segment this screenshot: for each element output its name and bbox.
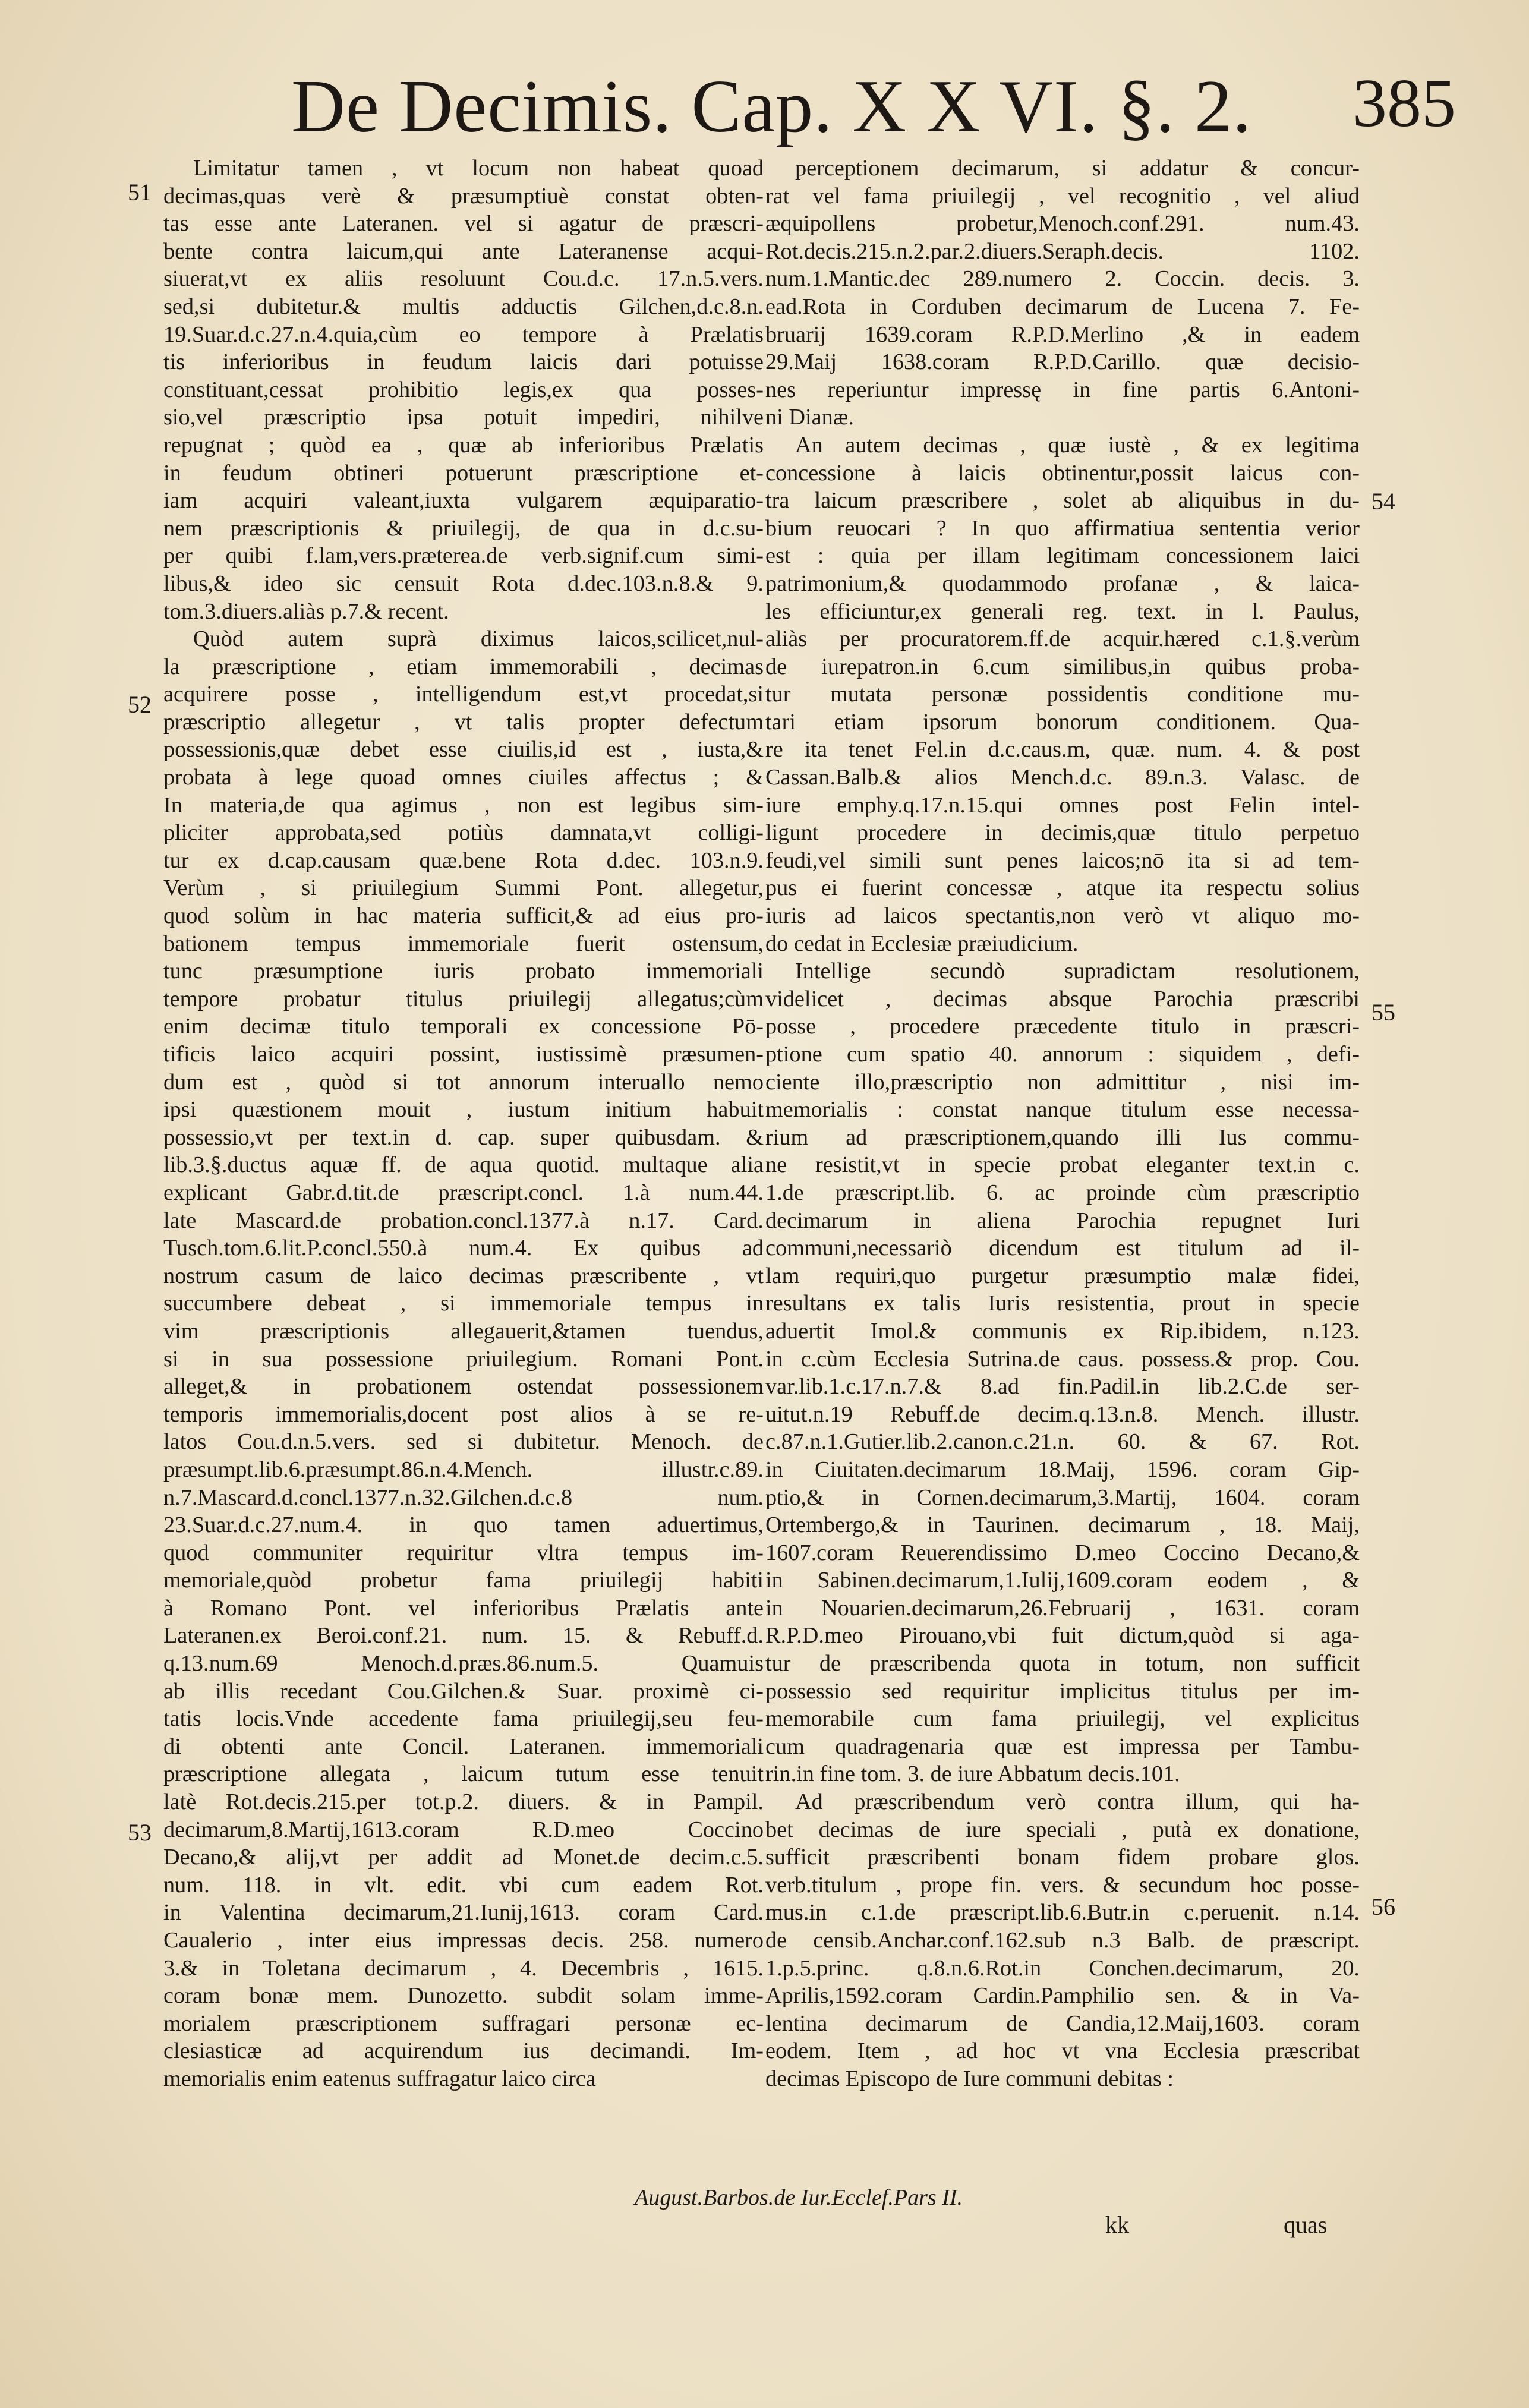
text-line: Verùm , si priuilegium Summi Pont. allegetur, bbox=[163, 875, 764, 901]
text-line: iuris ad laicos spectantis,non verò vt aliquo mo- bbox=[765, 903, 1360, 929]
paragraph bbox=[163, 155, 764, 625]
text-line: coram bonæ mem. Dunozetto. subdit solam imme- bbox=[163, 1983, 764, 2009]
text-line: videlicet , decimas absque Parochia præscribi bbox=[765, 986, 1360, 1011]
text-line: præsumpt.lib.6.præsumpt.86.n.4.Mench. illustr.c.89. bbox=[163, 1457, 764, 1482]
text-line: in Sabinen.decimarum,1.Iulij,1609.coram eodem , & bbox=[765, 1568, 1360, 1593]
text-line: ipsi quæstionem mouit , iustum initium habuit bbox=[163, 1097, 764, 1123]
margin-number: 52 bbox=[128, 691, 152, 718]
text-line: lam requiri,quo purgetur præsumptio malæ fidei, bbox=[765, 1263, 1360, 1288]
text-line: decimas,quas verè & præsumptiuè constat obten- bbox=[163, 183, 764, 209]
text-line: pus ei fuerint concessæ , atque ita respectu solius bbox=[765, 875, 1360, 901]
text-line: possessionis,quæ debet esse ciuilis,id est , iusta,& bbox=[163, 737, 764, 762]
text-line: præscriptione allegata , laicum tutum esse tenuit bbox=[163, 1761, 764, 1787]
text-line: tatis locis.Vnde accedente fama priuilegij,seu feu- bbox=[163, 1706, 764, 1732]
text-line: ptio,& in Cornen.decimarum,3.Martij, 1604. coram bbox=[765, 1484, 1360, 1510]
text-line: si in sua possessione priuilegium. Romani Pont. bbox=[163, 1346, 764, 1372]
text-line: nem præscriptionis & priuilegij, de qua in d.c.su- bbox=[163, 515, 764, 541]
text-line: rin.in fine tom. 3. de iure Abbatum decis.101. bbox=[765, 1761, 1180, 1787]
text-line: tas esse ante Lateranen. vel si agatur de præscri- bbox=[163, 211, 764, 237]
text-line: posse , procedere præcedente titulo in præscri- bbox=[765, 1014, 1360, 1039]
text-line: in feudum obtineri potuerunt præscriptione et- bbox=[163, 460, 764, 486]
text-line: Lateranen.ex Beroi.conf.21. num. 15. & Rebuff.d. bbox=[163, 1623, 764, 1649]
text-line: cum quadragenaria quæ est impressa per Tambu- bbox=[765, 1733, 1360, 1759]
text-line: Ortembergo,& in Taurinen. decimarum , 18. Maij, bbox=[765, 1512, 1360, 1538]
text-line: siuerat,vt ex aliis resoluunt Cou.d.c. 17.n.5.vers. bbox=[163, 266, 764, 292]
text-line: enim decimæ titulo temporali ex concessione Pō- bbox=[163, 1014, 764, 1039]
text-line: tom.3.diuers.aliàs p.7.& recent. bbox=[163, 598, 449, 624]
text-line: quod solùm in hac materia sufficit,& ad eius pro- bbox=[163, 903, 764, 929]
text-line: c.87.n.1.Gutier.lib.2.canon.c.21.n. 60. & 67. Rot. bbox=[765, 1429, 1360, 1455]
page-number: 385 bbox=[1353, 65, 1456, 141]
text-line: dum est , quòd si tot annorum interuallo nemo bbox=[163, 1069, 764, 1095]
text-line: bruarij 1639.coram R.P.D.Merlino ,& in eadem bbox=[765, 322, 1360, 347]
text-line: tari etiam ipsorum bonorum conditionem. Qua- bbox=[765, 709, 1360, 735]
text-line: 1.de præscript.lib. 6. ac proinde cùm præscriptio bbox=[765, 1180, 1360, 1205]
text-line: les efficiuntur,ex generali reg. text. in l. Paulus, bbox=[765, 598, 1360, 624]
left-column bbox=[163, 155, 764, 2193]
text-line: An autem decimas , quæ iustè , & ex legitima bbox=[795, 432, 1360, 458]
margin-number: 54 bbox=[1372, 488, 1395, 515]
text-line: late Mascard.de probation.concl.1377.à n.17. Card. bbox=[163, 1208, 764, 1233]
text-line: di obtenti ante Concil. Lateranen. immemoriali bbox=[163, 1733, 764, 1759]
text-line: temporis immemorialis,docent post alios à se re- bbox=[163, 1401, 764, 1427]
text-line: acquirere posse , intelligendum est,vt procedat,si bbox=[163, 682, 764, 707]
text-line: in c.cùm Ecclesia Sutrina.de caus. possess.& prop. Cou. bbox=[765, 1346, 1360, 1372]
text-line: rium ad præscriptionem,quando illi Ius commu- bbox=[765, 1124, 1360, 1150]
text-line: tur de præscribenda quota in totum, non sufficit bbox=[765, 1651, 1360, 1676]
paragraph bbox=[765, 431, 1360, 957]
text-line: succumbere debeat , si immemoriale tempus in bbox=[163, 1291, 764, 1316]
text-line: sio,vel præscriptio ipsa potuit impediri, nihilve bbox=[163, 405, 764, 430]
text-line: bente contra laicum,qui ante Lateranense acqui- bbox=[163, 238, 764, 264]
text-line: bationem tempus immemoriale fuerit ostensum, bbox=[163, 931, 764, 956]
paragraph bbox=[765, 957, 1360, 1788]
text-line: memorialis enim eatenus suffragatur laico circa bbox=[163, 2066, 596, 2091]
text-line: per quibi f.lam,vers.præterea.de verb.signif.cum simi- bbox=[163, 543, 764, 569]
signature-mark: kk bbox=[1105, 2211, 1129, 2238]
text-line: morialem præscriptionem suffragari personæ ec- bbox=[163, 2010, 764, 2036]
text-line: constituant,cessat prohibitio legis,ex qua posses- bbox=[163, 377, 764, 402]
text-line: libus,& ideo sic censuit Rota d.dec.103.n.8.& 9. bbox=[163, 571, 764, 596]
text-line: 1607.coram Reuerendissimo D.meo Coccino Decano,& bbox=[765, 1540, 1360, 1565]
text-line: in Valentina decimarum,21.Iunij,1613. coram Card. bbox=[163, 1900, 764, 1925]
page-header bbox=[291, 65, 1456, 149]
text-line: latè Rot.decis.215.per tot.p.2. diuers. & in Pampil. bbox=[163, 1789, 764, 1815]
text-line: 3.& in Toletana decimarum , 4. Decembris , 1615. bbox=[163, 1955, 764, 1981]
text-line: in Nouarien.decimarum,26.Februarij , 1631. coram bbox=[765, 1595, 1360, 1621]
text-line: de censib.Anchar.conf.162.sub n.3 Balb. de præscript. bbox=[765, 1928, 1360, 1953]
text-line: decimarum,8.Martij,1613.coram R.D.meo Coccino bbox=[163, 1817, 764, 1842]
footer-running-title: August.Barbos.de Iur.Ecclef.Pars II. bbox=[635, 2185, 963, 2210]
text-line: nostrum casum de laico decimas præscribente , vt bbox=[163, 1263, 764, 1288]
running-head-title: De Decimis. Cap. X X VI. §. 2. bbox=[291, 65, 1252, 148]
text-line: bet decimas de iure speciali , putà ex donatione, bbox=[765, 1817, 1360, 1842]
text-line: 1.p.5.princ. q.8.n.6.Rot.in Conchen.decimarum, 20. bbox=[765, 1955, 1360, 1981]
text-line: la præscriptione , etiam immemorabili , decimas bbox=[163, 654, 764, 679]
text-line: verb.titulum , prope fin. vers. & secundum hoc posse- bbox=[765, 1872, 1360, 1898]
paragraph bbox=[163, 625, 764, 2092]
text-line: in Ciuitaten.decimarum 18.Maij, 1596. coram Gip- bbox=[765, 1457, 1360, 1482]
text-line: num. 118. in vlt. edit. vbi cum eadem Rot. bbox=[163, 1872, 764, 1898]
text-line: ciente illo,præscriptio non admittitur , nisi im- bbox=[765, 1069, 1360, 1095]
text-line: eodem. Item , ad hoc vt vna Ecclesia præscribat bbox=[765, 2038, 1360, 2064]
text-line: clesiasticæ ad acquirendum ius decimandi. Im- bbox=[163, 2038, 764, 2064]
catchword: quas bbox=[1284, 2211, 1328, 2238]
text-line: ne resistit,vt in specie probat eleganter text.in c. bbox=[765, 1152, 1360, 1178]
paragraph bbox=[765, 155, 1360, 431]
text-line: ead.Rota in Corduben decimarum de Lucena 7. Fe- bbox=[765, 294, 1360, 319]
margin-number: 53 bbox=[128, 1819, 152, 1846]
text-line: tur ex d.cap.causam quæ.bene Rota d.dec. 103.n.9. bbox=[163, 847, 764, 873]
text-line: memoriale,quòd probetur fama priuilegij habiti bbox=[163, 1568, 764, 1593]
text-line: memorialis : constat nanque titulum esse necessa- bbox=[765, 1097, 1360, 1123]
text-line: lentina decimarum de Candia,12.Maij,1603. coram bbox=[765, 2010, 1360, 2036]
text-line: decimas Episcopo de Iure communi debitas : bbox=[765, 2066, 1174, 2091]
text-line: iam acquiri valeant,iuxta vulgarem æquiparatio- bbox=[163, 488, 764, 513]
text-line: memorabile cum fama priuilegij, vel explicitus bbox=[765, 1706, 1360, 1732]
text-line: præscriptio allegetur , vt talis propter defectum bbox=[163, 709, 764, 735]
text-line: possessio,vt per text.in d. cap. super quibusdam. & bbox=[163, 1124, 764, 1150]
text-line: Ad præscribendum verò contra illum, qui ha- bbox=[795, 1789, 1360, 1815]
text-line: tempore probatur titulus priuilegij allegatus;cùm bbox=[163, 986, 764, 1011]
text-line: repugnat ; quòd ea , quæ ab inferioribus Prælatis bbox=[163, 432, 764, 458]
text-line: Limitatur tamen , vt locum non habeat quoad bbox=[193, 156, 764, 181]
text-line: re ita tenet Fel.in d.c.caus.m, quæ. num. 4. & post bbox=[765, 737, 1360, 762]
text-line: R.P.D.meo Pirouano,vbi fuit dictum,quòd si aga- bbox=[765, 1623, 1360, 1649]
text-line: probata à lege quoad omnes ciuiles affectus ; & bbox=[163, 765, 764, 790]
text-line: explicant Gabr.d.tit.de præscript.concl. 1.à num.44. bbox=[163, 1180, 764, 1205]
text-line: ligunt procedere in decimis,quæ titulo perpetuo bbox=[765, 820, 1360, 846]
text-line: Intellige secundò supradictam resolutionem, bbox=[795, 959, 1360, 984]
text-line: possessio sed requiritur implicitus titulus per im- bbox=[765, 1678, 1360, 1704]
text-line: q.13.num.69 Menoch.d.præs.86.num.5. Quamuis bbox=[163, 1651, 764, 1676]
text-line: vim præscriptionis allegauerit,&tamen tuendus, bbox=[163, 1318, 764, 1344]
text-line: tis inferioribus in feudum laicis dari potuisse bbox=[163, 349, 764, 375]
text-line: aduertit Imol.& communis ex Rip.ibidem, n.123. bbox=[765, 1318, 1360, 1344]
text-line: concessione à laicis obtinentur,possit laicus con- bbox=[765, 460, 1360, 486]
margin-number: 51 bbox=[128, 179, 152, 206]
text-line: sufficit præscribenti bonam fidem probare glos. bbox=[765, 1845, 1360, 1870]
text-line: tificis laico acquiri possint, iustissimè præsumen- bbox=[163, 1042, 764, 1067]
text-line: decimarum in aliena Parochia repugnet Iuri bbox=[765, 1208, 1360, 1233]
text-line: æquipollens probetur,Menoch.conf.291. num.43. bbox=[765, 211, 1360, 237]
margin-number: 56 bbox=[1372, 1893, 1395, 1920]
text-line: 19.Suar.d.c.27.n.4.quia,cùm eo tempore à Prælatis bbox=[163, 322, 764, 347]
text-line: latos Cou.d.n.5.vers. sed si dubitetur. Menoch. de bbox=[163, 1429, 764, 1455]
text-line: à Romano Pont. vel inferioribus Prælatis ante bbox=[163, 1595, 764, 1621]
text-line: alleget,& in probationem ostendat possessionem bbox=[163, 1374, 764, 1400]
text-line: iure emphy.q.17.n.15.qui omnes post Felin intel- bbox=[765, 792, 1360, 818]
text-line: feudi,vel simili sunt penes laicos;nō ita si ad tem- bbox=[765, 847, 1360, 873]
text-line: bium reuocari ? In quo affirmatiua sententia verior bbox=[765, 515, 1360, 541]
right-column bbox=[765, 155, 1360, 2091]
text-line: de iurepatron.in 6.cum similibus,in quibus proba- bbox=[765, 654, 1360, 679]
text-line: nes reperiuntur impressę in fine partis 6.Antoni- bbox=[765, 377, 1360, 402]
text-line: Tusch.tom.6.lit.P.concl.550.à num.4. Ex quibus ad bbox=[163, 1235, 764, 1261]
text-line: mus.in c.1.de præscript.lib.6.Butr.in c.peruenit. n.14. bbox=[765, 1900, 1360, 1925]
paragraph bbox=[765, 1788, 1360, 2093]
text-line: perceptionem decimarum, si addatur & concur- bbox=[795, 156, 1360, 181]
text-line: tur mutata personæ possidentis conditione mu- bbox=[765, 682, 1360, 707]
text-line: tra laicum præscribere , solet ab aliquibus in du- bbox=[765, 488, 1360, 513]
text-line: Decano,& alij,vt per addit ad Monet.de decim.c.5. bbox=[163, 1845, 764, 1870]
text-line: ptione cum spatio 40. annorum : siquidem , defi- bbox=[765, 1042, 1360, 1067]
text-line: lib.3.§.ductus aquæ ff. de aqua quotid. multaque alia bbox=[163, 1152, 764, 1178]
text-line: ab illis recedant Cou.Gilchen.& Suar. proximè ci- bbox=[163, 1678, 764, 1704]
text-line: Caualerio , inter eius impressas decis. 258. numero bbox=[163, 1928, 764, 1953]
text-line: Quòd autem suprà diximus laicos,scilicet,nul- bbox=[193, 626, 764, 652]
text-line: pliciter approbata,sed potiùs damnata,vt colligi- bbox=[163, 820, 764, 846]
text-line: patrimonium,& quodammodo profanæ , & laica- bbox=[765, 571, 1360, 596]
text-line: do cedat in Ecclesiæ præiudicium. bbox=[765, 931, 1079, 956]
text-line: aliàs per procuratorem.ff.de acquir.hæred c.1.§.verùm bbox=[765, 626, 1360, 652]
text-line: rat vel fama priuilegij , vel recognitio , vel aliud bbox=[765, 183, 1360, 209]
text-line: tunc præsumptione iuris probato immemoriali bbox=[163, 959, 764, 984]
text-line: est : quia per illam legitimam concessionem laici bbox=[765, 543, 1360, 569]
text-line: In materia,de qua agimus , non est legibus sim- bbox=[163, 792, 764, 818]
text-line: Rot.decis.215.n.2.par.2.diuers.Seraph.decis. 1102. bbox=[765, 238, 1360, 264]
text-line: num.1.Mantic.dec 289.numero 2. Coccin. decis. 3. bbox=[765, 266, 1360, 292]
text-line: Cassan.Balb.& alios Mench.d.c. 89.n.3. Valasc. de bbox=[765, 765, 1360, 790]
text-line: communi,necessariò dicendum est titulum ad il- bbox=[765, 1235, 1360, 1261]
text-line: ni Dianæ. bbox=[765, 405, 854, 430]
text-line: var.lib.1.c.17.n.7.& 8.ad fin.Padil.in lib.2.C.de ser- bbox=[765, 1374, 1360, 1400]
text-line: 29.Maij 1638.coram R.P.D.Carillo. quæ decisio- bbox=[765, 349, 1360, 375]
text-line: 23.Suar.d.c.27.num.4. in quo tamen aduertimus, bbox=[163, 1512, 764, 1538]
text-line: quod communiter requiritur vltra tempus im- bbox=[163, 1540, 764, 1565]
margin-number: 55 bbox=[1372, 999, 1395, 1026]
text-line: uitut.n.19 Rebuff.de decim.q.13.n.8. Mench. illustr. bbox=[765, 1401, 1360, 1427]
text-line: resultans ex talis Iuris resistentia, prout in specie bbox=[765, 1291, 1360, 1316]
text-line: Aprilis,1592.coram Cardin.Pamphilio sen. & in Va- bbox=[765, 1983, 1360, 2009]
text-line: sed,si dubitetur.& multis adductis Gilchen,d.c.8.n. bbox=[163, 294, 764, 319]
text-line: n.7.Mascard.d.concl.1377.n.32.Gilchen.d.c.8 num. bbox=[163, 1484, 764, 1510]
